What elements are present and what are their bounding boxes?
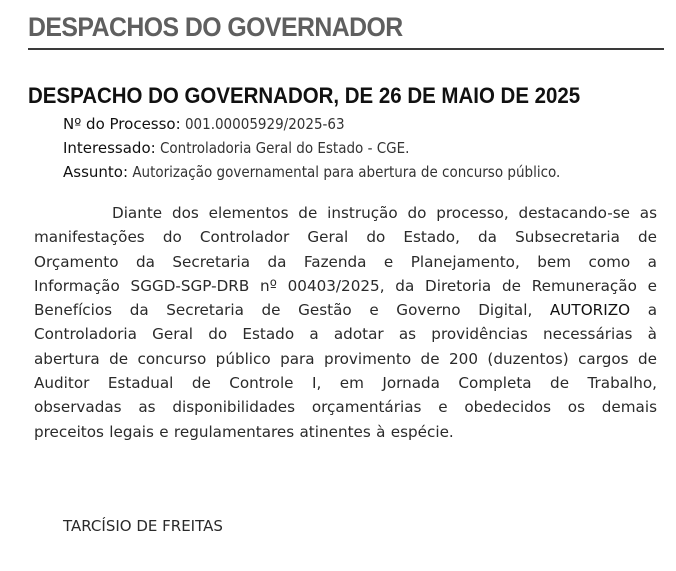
subject-value: Autorização governamental para abertura de concurso público. [128,163,561,181]
signature: TARCÍSIO DE FREITAS [63,517,223,535]
section-header [28,10,664,50]
body-line: Auditor Estadual de Controle I, em Jornada Completa de Trabalho, [34,374,657,393]
body-line: manifestações do Controlador Geral do Estado, da Subsecretaria de [34,228,657,247]
body-line: Informação SGGD-SGP-DRB nº 00403/2025, da Diretoria de Remuneração e [34,276,657,295]
body-line: preceitos legais e regulamentares atinentes à espécie. [34,422,454,441]
interested-party-value: Controladoria Geral do Estado - CGE. [155,139,410,157]
process-number-row [63,112,560,136]
body-line: Diante dos elementos de instrução do processo, destacando-se as [112,204,657,222]
body-line: observadas as disponibilidades orçamentárias e obedecidos os demais [34,398,657,417]
process-number-value: 001.00005929/2025-63 [180,115,345,133]
authorize-keyword: AUTORIZO [549,301,631,320]
body-line: Orçamento da Secretaria da Fazenda e Planejamento, bem como a [34,252,657,271]
process-number-label: Nº do Processo: [63,115,181,133]
body-line: abertura de concurso público para provimento de 200 (duzentos) cargos de [34,349,657,368]
body-line-with-authorization [34,298,657,322]
body-line-segment: Benefícios da Secretaria de Gestão e Governo Digital, [34,301,533,320]
body-line-segment: a [647,301,657,320]
section-title: DESPACHOS DO GOVERNADOR [28,12,403,42]
despacho-body [34,201,657,444]
interested-party-row [63,136,560,160]
despacho-title: DESPACHO DO GOVERNADOR, DE 26 DE MAIO DE 2025 [28,83,581,108]
subject-row [63,160,560,184]
despacho-metadata [63,112,560,184]
subject-label: Assunto: [63,163,129,181]
interested-party-label: Interessado: [63,139,156,157]
body-line: Controladoria Geral do Estado a adotar as providências necessárias à [34,325,657,344]
